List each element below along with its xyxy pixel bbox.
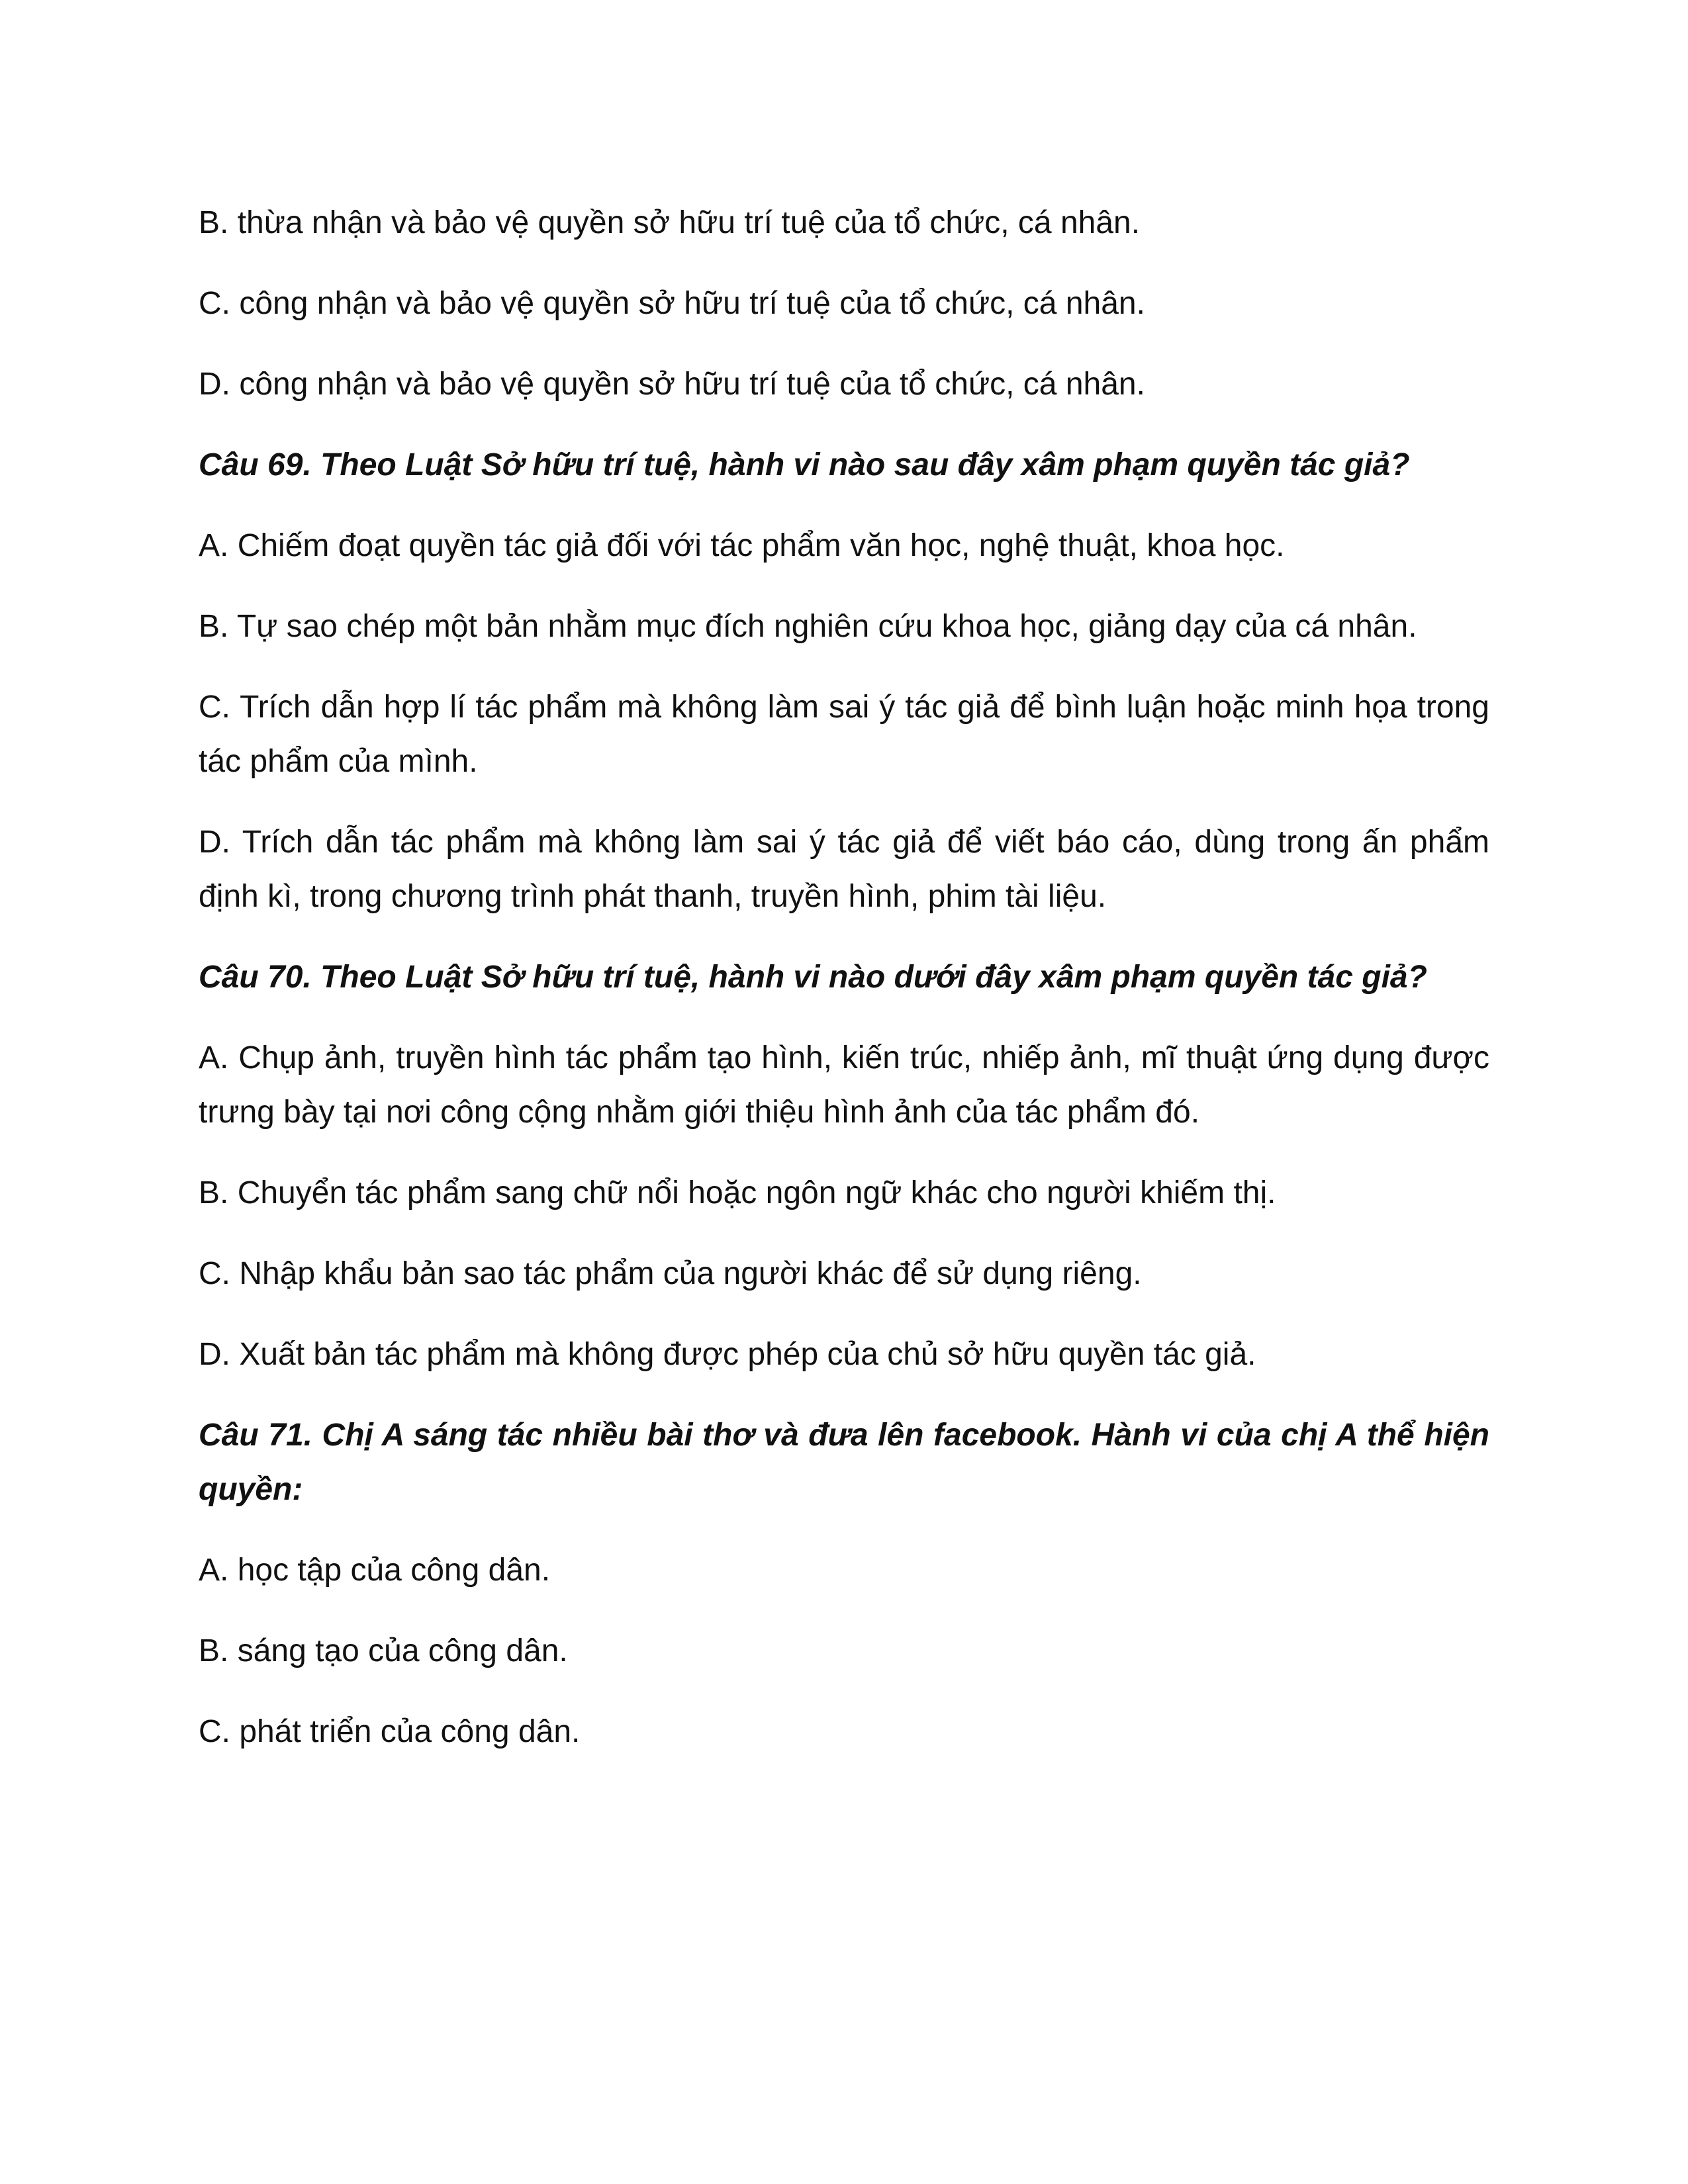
answer-option-68c: C. công nhận và bảo vệ quyền sở hữu trí tuệ của tổ chức, cá nhân. bbox=[199, 286, 1145, 321]
answer-option-69a: A. Chiếm đoạt quyền tác giả đối với tác phẩm văn học, nghệ thuật, khoa học. bbox=[199, 528, 1285, 563]
answer-option-70a: A. Chụp ảnh, truyền hình tác phẩm tạo hình, kiến trúc, nhiếp ảnh, mĩ thuật ứng dụng được trưng bày tại nơi công cộng nhằm giới thiệu hình ảnh của tác phẩm đó. bbox=[199, 1040, 1489, 1130]
question-71: Câu 71. Chị A sáng tác nhiều bài thơ và đưa lên facebook. Hành vi của chị A thể hiện quyền: bbox=[199, 1418, 1489, 1507]
document-body bbox=[199, 196, 1489, 1786]
question-69: Câu 69. Theo Luật Sở hữu trí tuệ, hành vi nào sau đây xâm phạm quyền tác giả? bbox=[199, 447, 1410, 482]
answer-option-70d: D. Xuất bản tác phẩm mà không được phép của chủ sở hữu quyền tác giả. bbox=[199, 1337, 1256, 1372]
answer-option-69b: B. Tự sao chép một bản nhằm mục đích nghiên cứu khoa học, giảng dạy của cá nhân. bbox=[199, 609, 1417, 644]
answer-option-70c: C. Nhập khẩu bản sao tác phẩm của người khác để sử dụng riêng. bbox=[199, 1256, 1142, 1291]
answer-option-71c: C. phát triển của công dân. bbox=[199, 1714, 581, 1749]
answer-option-68b: B. thừa nhận và bảo vệ quyền sở hữu trí tuệ của tổ chức, cá nhân. bbox=[199, 205, 1141, 240]
answer-option-71b: B. sáng tạo của công dân. bbox=[199, 1633, 568, 1668]
answer-option-71a: A. học tập của công dân. bbox=[199, 1553, 551, 1588]
answer-option-68d: D. công nhận và bảo vệ quyền sở hữu trí tuệ của tổ chức, cá nhân. bbox=[199, 367, 1145, 402]
answer-option-70b: B. Chuyển tác phẩm sang chữ nổi hoặc ngôn ngữ khác cho người khiếm thị. bbox=[199, 1175, 1276, 1210]
answer-option-69c: C. Trích dẫn hợp lí tác phẩm mà không làm sai ý tác giả để bình luận hoặc minh họa trong tác phẩm của mình. bbox=[199, 690, 1489, 779]
question-70: Câu 70. Theo Luật Sở hữu trí tuệ, hành vi nào dưới đây xâm phạm quyền tác giả? bbox=[199, 960, 1427, 995]
answer-option-69d: D. Trích dẫn tác phẩm mà không làm sai ý tác giả để viết báo cáo, dùng trong ấn phẩm định kì, trong chương trình phát thanh, truyền hình, phim tài liệu. bbox=[199, 825, 1489, 914]
